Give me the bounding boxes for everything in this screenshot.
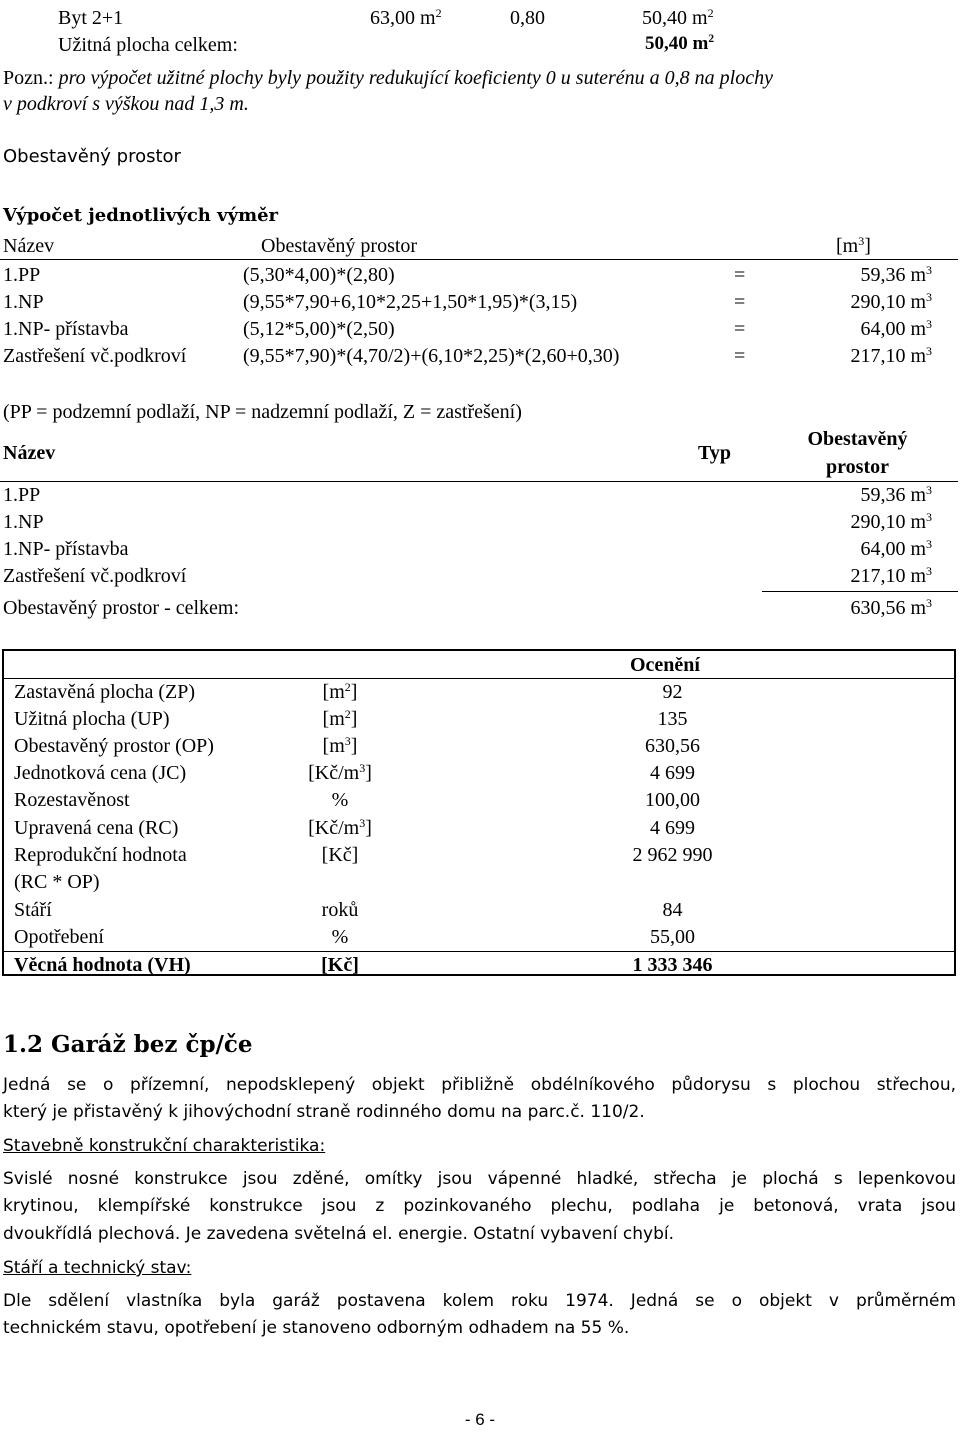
- calc-header-formula: Obestavěný prostor: [261, 235, 418, 257]
- calc-row-formula: (5,30*4,00)*(2,80): [243, 264, 395, 286]
- section-intro-line: který je přistavěný k jihovýchodní straně rodinného domu na parc.č. 110/2.: [3, 1102, 645, 1122]
- calc-row-eq: =: [734, 291, 746, 313]
- condition-heading: Stáří a technický stav:: [3, 1258, 192, 1278]
- valuation-value: 55,00: [650, 926, 695, 948]
- area-row-useful: 50,40 $m^2$: [642, 5, 714, 29]
- summary-row-name: 1.NP: [3, 511, 44, 533]
- summary-col-volume-1: Obestavěný: [807, 428, 908, 450]
- valuation-label: Zastavěná plocha (ZP): [14, 681, 196, 703]
- calc-row-formula: (9,55*7,90+6,10*2,25+1,50*1,95)*(3,15): [243, 291, 578, 313]
- calc-row-name: Zastřešení vč.podkroví: [3, 345, 187, 367]
- valuation-final-unit: [Kč]: [321, 954, 359, 976]
- valuation-value: 630,56: [645, 735, 700, 757]
- valuation-value: 4 699: [650, 762, 695, 784]
- summary-row-name: 1.NP- přístavba: [3, 538, 129, 560]
- condition-line: Dle sdělení vlastníka byla garáž postavena kolem roku 1974. Jedná se o objekt v průměrném: [3, 1291, 956, 1311]
- summary-col-name: Název: [3, 442, 56, 464]
- summary-row-name: Zastřešení vč.podkroví: [3, 565, 187, 587]
- valuation-label: Užitná plocha (UP): [14, 708, 170, 730]
- summary-total-value: 630,56 $m^3$: [850, 595, 932, 619]
- built-volume-heading: Obestavěný prostor: [3, 146, 181, 167]
- valuation-unit: [Kč]: [321, 844, 359, 866]
- construction-line: krytinou, klempířské konstrukce jsou z pozinkovaného plechu, podlaha je betonová, vrata jsou: [3, 1196, 956, 1216]
- area-total-label: Užitná plocha celkem:: [58, 34, 238, 56]
- note-line-2: v podkroví s výškou nad 1,3 m.: [3, 93, 249, 115]
- valuation-unit: $[Kč/m^3]$: [308, 760, 372, 784]
- area-row-coef: 0,80: [510, 7, 545, 29]
- valuation-final-value: 1 333 346: [632, 954, 713, 976]
- valuation-label: Upravená cena (RC): [14, 817, 179, 839]
- valuation-label: (RC * OP): [14, 871, 100, 893]
- valuation-final-rule: [4, 951, 954, 952]
- valuation-value: 100,00: [645, 789, 700, 811]
- valuation-value: 135: [657, 708, 688, 730]
- valuation-heading-rule: [4, 678, 954, 679]
- valuation-label: Stáří: [14, 899, 52, 921]
- valuation-unit: roků: [321, 899, 359, 921]
- valuation-label: Obestavěný prostor (OP): [14, 735, 214, 757]
- calc-row-eq: =: [734, 318, 746, 340]
- valuation-label: Opotřebení: [14, 926, 104, 948]
- calc-row-value: 59,36 $m^3$: [860, 262, 932, 286]
- summary-total-label: Obestavěný prostor - celkem:: [3, 597, 240, 619]
- summary-col-type: Typ: [698, 442, 731, 464]
- summary-col-volume-2: prostor: [826, 456, 889, 478]
- calc-row-formula: (5,12*5,00)*(2,50): [243, 318, 395, 340]
- calc-legend: (PP = podzemní podlaží, NP = nadzemní podlaží, Z = zastřešení): [3, 401, 522, 423]
- page-number: - 6 -: [464, 1410, 496, 1429]
- section-heading: 1.2 Garáž bez čp/če: [3, 1031, 253, 1058]
- valuation-final-label: Věcná hodnota (VH): [14, 954, 191, 976]
- valuation-unit: $[Kč/m^3]$: [308, 815, 372, 839]
- summary-row-value: 217,10 $m^3$: [850, 563, 932, 587]
- calc-row-name: 1.PP: [3, 264, 41, 286]
- calc-row-value: 217,10 $m^3$: [850, 343, 932, 367]
- valuation-unit: $[m^2]$: [322, 706, 358, 730]
- calc-row-eq: =: [734, 345, 746, 367]
- summary-row-name: 1.PP: [3, 484, 41, 506]
- section-intro-line: Jedná se o přízemní, nepodsklepený objekt přibližně obdélníkového půdorysu s plochou střechou,: [3, 1075, 956, 1095]
- area-row-name: Byt 2+1: [58, 7, 124, 29]
- condition-line: technickém stavu, opotřebení je stanoveno odborným odhadem na 55 %.: [3, 1318, 630, 1338]
- summary-row-value: 59,36 $m^3$: [860, 482, 932, 506]
- calc-row-value: 290,10 $m^3$: [850, 289, 932, 313]
- construction-heading: Stavebně konstrukční charakteristika:: [3, 1136, 326, 1156]
- calc-header-name: Název: [3, 235, 55, 257]
- calc-row-value: 64,00 $m^3$: [860, 316, 932, 340]
- calc-row-name: 1.NP- přístavba: [3, 318, 129, 340]
- calc-row-name: 1.NP: [3, 291, 44, 313]
- summary-row-value: 64,00 $m^3$: [860, 536, 932, 560]
- valuation-value: 84: [662, 899, 683, 921]
- construction-line: dvoukřídlá plechová. Je zavedena světelná el. energie. Ostatní vybavení chybí.: [3, 1224, 674, 1244]
- valuation-unit: %: [331, 789, 349, 811]
- valuation-unit: $[m^3]$: [322, 733, 358, 757]
- valuation-value: 2 962 990: [632, 844, 713, 866]
- summary-header-rule: [0, 481, 958, 482]
- area-total-value: 50,40 $m^2$: [645, 33, 715, 54]
- valuation-value: 92: [662, 681, 683, 703]
- note-line-1: Pozn.: pro výpočet užitné plochy byly použity redukující koeficienty 0 u suterénu a 0,8 na plochy: [3, 67, 773, 89]
- summary-total-rule: [762, 591, 958, 592]
- construction-line: Svislé nosné konstrukce jsou zděné, omítky jsou vápenné hladké, střecha je plochá s lepenkovou: [3, 1169, 956, 1189]
- area-row-area: 63,00 $m^2$: [370, 5, 442, 29]
- calc-header-rule: [0, 259, 958, 260]
- valuation-unit: %: [331, 926, 349, 948]
- calc-subheading: Výpočet jednotlivých výměr: [3, 205, 279, 226]
- valuation-label: Reprodukční hodnota: [14, 844, 187, 866]
- calc-row-formula: (9,55*7,90)*(4,70/2)+(6,10*2,25)*(2,60+0,30): [243, 345, 620, 367]
- calc-row-eq: =: [734, 264, 746, 286]
- calc-header-unit: $[m^3]$: [836, 233, 871, 257]
- valuation-heading: Ocenění: [630, 654, 700, 676]
- valuation-value: 4 699: [650, 817, 695, 839]
- summary-row-value: 290,10 $m^3$: [850, 509, 932, 533]
- valuation-label: Jednotková cena (JC): [14, 762, 187, 784]
- valuation-unit: $[m^2]$: [322, 679, 358, 703]
- valuation-label: Rozestavěnost: [14, 789, 130, 811]
